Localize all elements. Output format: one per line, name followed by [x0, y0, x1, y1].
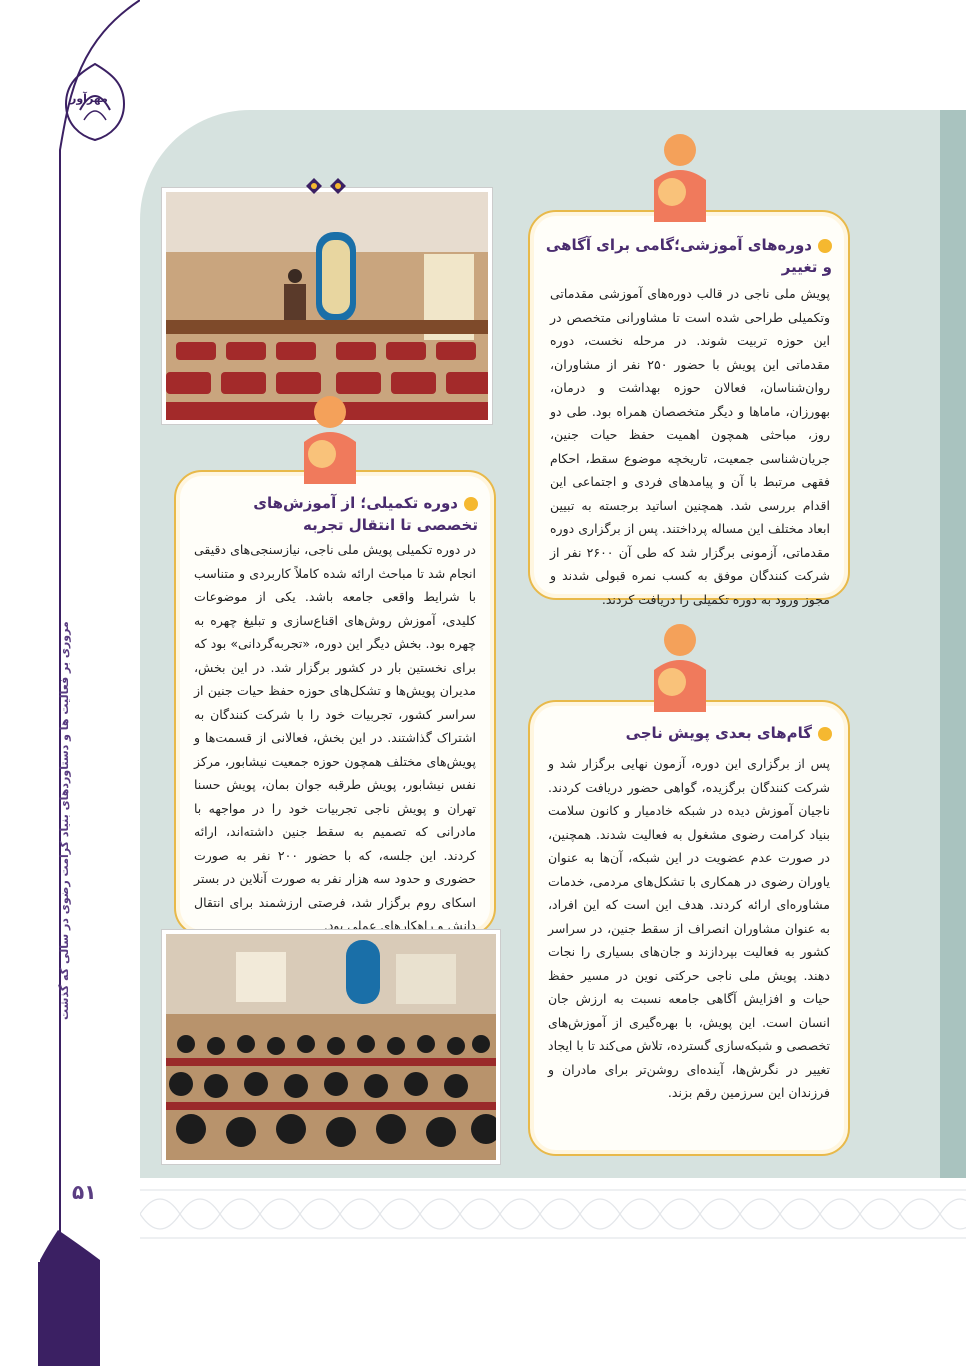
- mother-child-icon: [290, 392, 368, 488]
- page-number: ۵۱: [72, 1180, 97, 1204]
- card-next-steps: [528, 700, 850, 1156]
- title-bullet-icon: [464, 497, 478, 511]
- panel-right-stripe: [940, 110, 966, 1178]
- title-bullet-icon: [818, 727, 832, 741]
- running-title: مروری بر فعالیت ها و دستاوردهای بنیاد کرامت رضوی در سالی که گذشت: [58, 621, 71, 1020]
- conference-photo-image: [166, 192, 488, 420]
- logo-text: مهرآور: [70, 92, 108, 105]
- card3-title: گام‌های بعدی پویش ناجی: [542, 722, 832, 744]
- mother-child-icon: [640, 130, 718, 226]
- audience-photo-image: [166, 934, 496, 1160]
- mother-child-icon: [640, 620, 718, 716]
- left-sidebar: [0, 0, 140, 1366]
- card3-body: پس از برگزاری این دوره، آزمون نهایی برگزار شد و شرکت کنندگان برگزیده، گواهی حضور دریافت کردند. ناجیان آموزش دیده در شبکه خادمیار و کانون سلامت بنیاد کرامت رضوی مشغول به فعالیت شدند. همچنین، در صورت عدم عضویت در این شبکه، آن‌ها به عنوان یاوران رضوی در همکاری با تشکل‌های مردمی، خدمات مشاوره‌ای ارائه کردند. هدف این است که این افراد، به عنوان مشاوران انصراف از سقط جنین، در سراسر کشور به فعالیت بپردازند و جان‌های بسیاری را نجات دهند. پویش ملی ناجی حرکتی نوین در مسیر حفظ حیات و افزایش آگاهی جامعه نسبت به ارزش جان انسان است. این پویش، با بهره‌گیری از آموزش‌های تخصصی و شبکه‌سازی گسترده، تلاش می‌کند تا با ایجاد تغییر در نگرش‌ها، آینده‌ای روشن‌تر برای مادران و فرزندان این سرزمین رقم بزند.: [548, 756, 830, 1100]
- card2-title: دوره تکمیلی؛ از آموزش‌های تخصصی تا انتقال تجربه: [253, 494, 478, 534]
- photo-conference-speaker: [162, 188, 492, 424]
- photo-conference-audience: [162, 930, 500, 1164]
- card1-title: دوره‌های آموزشی؛گامی برای آگاهی و تغییر: [545, 236, 832, 276]
- card-training-courses: [528, 210, 850, 607]
- title-bullet-icon: [818, 239, 832, 253]
- flower-ornament-icon: [296, 176, 356, 196]
- card-advanced-course: [174, 470, 496, 936]
- card2-body: در دوره تکمیلی پویش ملی ناجی، نیازسنجی‌های دقیقی انجام شد تا مباحث ارائه شده کاملاً کاربردی و متناسب با شرایط واقعی جامعه باشد. یکی از موضوعات کلیدی، آموزش روش‌های اقناع‌سازی و تبلیغ چهره به چهره بود. بخش دیگر این دوره، «تجربه‌گردانی» بود که برای نخستین بار در کشور برگزار شد. در این بخش، مدیران پویش‌ها و تشکل‌های حوزه حفظ حیات جنین از سراسر کشور، تجربیات خود را با شرکت کنندگان به اشتراک گذاشتند. در این بخش، فعالانی از قسمت‌ها و پویش‌های مختلف همچون حوزه جمعیت نیشابور، مرکز نفس نیشابور، پویش طرقبه جوان بمان، پویش حسنا تهران و پویش ناجی تجربیات خود را در مواجهه با مادرانی که تصمیم به سقط جنین داشته‌اند، ارائه کردند. این جلسه، که با حضور ۲۰۰ نفر به صورت حضوری و حدود سه هزار نفر به صورت آنلاین در بستر اسکای روم برگزار شد، فرصتی ارزشمند برای انتقال دانش و راهکارهای عملی بود.: [194, 542, 476, 933]
- bottom-pattern: [140, 1178, 966, 1250]
- card1-body: پویش ملی ناجی در قالب دوره‌های آموزشی مقدماتی وتکمیلی طراحی شده است تا مشاورانی متخصص در این حوزه تربیت شوند. در مرحله نخست، دوره مقدماتی این پویش با حضور ۲۵۰ نفر از مشاوران، روان‌شناسان، فعالان حوزه بهداشت و درمان، بهورزان، ماماها و دیگر متخصصان همراه بود. طی دو روز، مباحثی همچون اهمیت حفظ حیات جنین، جریان‌شناسی جمعیت، تاریخچه موضوع سقط، احکام فقهی مرتبط با آن و پیامدهای فردی و اجتماعی این اقدام بررسی شد. همچنین اساتید برجسته به تبیین ابعاد مختلف این مساله پرداختند. پس از برگزاری دوره مقدماتی، آزمونی برگزار شد که طی آن ۲۶۰۰ نفر از شرکت کنندگان موفق به کسب نمره قبولی شدند و مجوز ورود به دوره تکمیلی را دریافت کردند.: [550, 286, 830, 607]
- publication-logo: [62, 62, 128, 142]
